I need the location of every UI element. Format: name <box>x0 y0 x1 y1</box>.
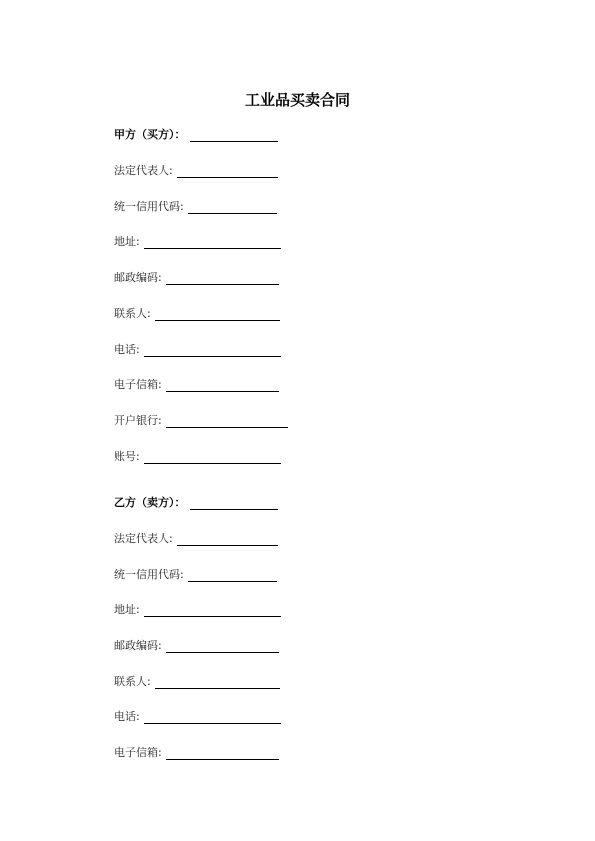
buyer-email-label: 电子信箱: <box>114 378 162 391</box>
buyer-field-row <box>114 271 279 285</box>
seller-email-blank[interactable] <box>166 747 279 760</box>
buyer-contact-blank[interactable] <box>155 308 280 321</box>
buyer-legal-rep-label: 法定代表人: <box>114 164 173 177</box>
seller-address-label: 地址: <box>114 603 140 616</box>
buyer-account-blank[interactable] <box>144 451 281 464</box>
buyer-phone-label: 电话: <box>114 343 140 356</box>
buyer-bank-label: 开户银行: <box>114 414 162 427</box>
seller-field-row <box>114 710 281 724</box>
seller-heading: 乙方（卖方）： <box>114 496 186 509</box>
buyer-address-label: 地址: <box>114 235 140 248</box>
seller-email-label: 电子信箱: <box>114 746 162 759</box>
seller-heading-row <box>114 496 278 510</box>
seller-postcode-blank[interactable] <box>166 640 279 653</box>
seller-address-blank[interactable] <box>144 604 281 617</box>
seller-phone-blank[interactable] <box>144 711 281 724</box>
seller-field-row <box>114 675 280 689</box>
seller-legal-rep-label: 法定代表人: <box>114 532 173 545</box>
seller-field-row <box>114 532 278 546</box>
buyer-field-row <box>114 378 279 392</box>
seller-name-blank[interactable] <box>190 497 278 510</box>
buyer-address-blank[interactable] <box>144 236 281 249</box>
seller-phone-label: 电话: <box>114 710 140 723</box>
buyer-postcode-label: 邮政编码: <box>114 271 162 284</box>
seller-credit-code-label: 统一信用代码: <box>114 568 184 581</box>
seller-legal-rep-blank[interactable] <box>177 533 278 546</box>
buyer-account-label: 账号: <box>114 450 140 463</box>
buyer-field-row <box>114 307 280 321</box>
buyer-field-row <box>114 164 278 178</box>
buyer-field-row <box>114 235 281 249</box>
buyer-postcode-blank[interactable] <box>166 272 279 285</box>
buyer-name-blank[interactable] <box>190 129 278 142</box>
buyer-phone-blank[interactable] <box>144 344 281 357</box>
buyer-field-row <box>114 414 288 428</box>
buyer-email-blank[interactable] <box>166 379 279 392</box>
seller-postcode-label: 邮政编码: <box>114 639 162 652</box>
seller-contact-label: 联系人: <box>114 675 151 688</box>
document-title: 工业品买卖合同 <box>244 91 350 109</box>
seller-field-row <box>114 639 279 653</box>
seller-field-row <box>114 603 281 617</box>
buyer-credit-code-label: 统一信用代码: <box>114 200 184 213</box>
buyer-heading: 甲方（买方）： <box>114 128 186 141</box>
buyer-field-row <box>114 450 281 464</box>
buyer-legal-rep-blank[interactable] <box>177 165 278 178</box>
seller-contact-blank[interactable] <box>155 676 280 689</box>
seller-field-row <box>114 746 279 760</box>
buyer-heading-row <box>114 128 278 142</box>
buyer-credit-code-blank[interactable] <box>188 201 277 214</box>
buyer-field-row <box>114 200 277 214</box>
buyer-field-row <box>114 343 281 357</box>
buyer-contact-label: 联系人: <box>114 307 151 320</box>
buyer-bank-blank[interactable] <box>166 415 288 428</box>
seller-credit-code-blank[interactable] <box>188 569 277 582</box>
seller-field-row <box>114 568 277 582</box>
